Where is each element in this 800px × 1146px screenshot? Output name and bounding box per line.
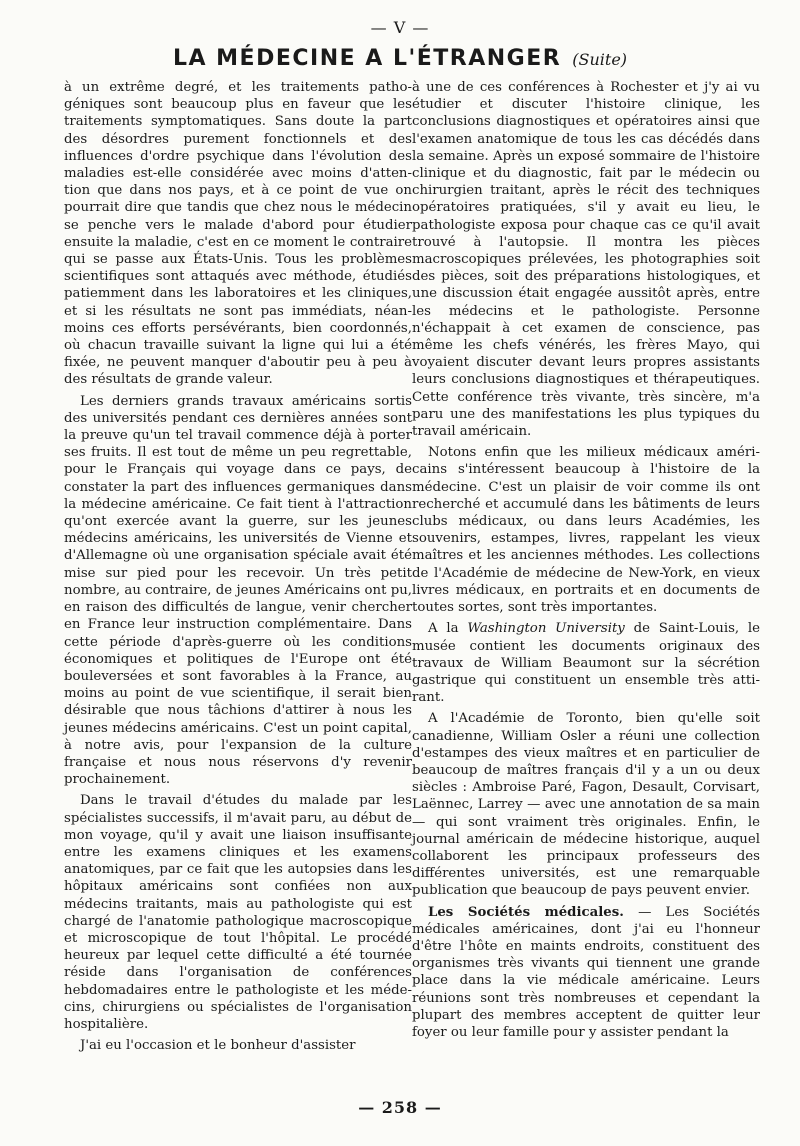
paragraph: à une de ces conférences à Rochester et j'y ai vu étudier et discuter l'histoire clinique, les conclusions diagnostiques et opératoires ainsi que l'examen anatomique de tous les cas décédés dans la semaine. Après un exposé sommaire de l'histoire clinique et du diagnostic, fait par le médecin ou chirurgien traitant, après le récit des techniques opératoires pratiquées, s'il y avait eu lieu, le pathologiste exposa pour chaque cas ce qu'il avait trouvé à l'autopsie. Il montra les pièces macroscopiques prélevées, les photographies soit des pièces, soit des préparations histologiques, et une discussion était engagée aussitôt après, entre les médecins et le pathologiste. Personne n'échappait à cet examen de conscience, pas même les chefs vénérés, les frères Mayo, qui voyaient discuter devant leurs propres assistants leurs conclusions diagnostiques et thérapeutiques. Cette conférence très vivante, très sincère, m'a paru une des manifestations les plus typiques du travail américain. <box>412 80 760 440</box>
page-title-text: LA MÉDECINE A L'ÉTRANGER <box>172 46 562 71</box>
left-column <box>64 79 412 1058</box>
institution-name: Washington University <box>467 621 625 637</box>
paragraph-text: de Saint-Louis, le musée contient les documents originaux des travaux de William Beaumont sur la sécrétion gastrique qui constituent un ensemble très attirant. <box>412 621 760 706</box>
paragraph <box>412 620 760 706</box>
paragraph <box>412 904 760 1042</box>
section-numeral: — V — <box>370 18 430 37</box>
right-column <box>412 79 760 1045</box>
paragraph: Dans le travail d'études du malade par les spécialistes successifs, il m'avait paru, au début de mon voyage, qu'il y avait une liaison insuffisante entre les examens cliniques et les examens anatomiques, par ce fait que les autopsies dans les hôpitaux américains sont confiées non aux médecins traitants, mais au pathologiste qui est chargé de l'anatomie pathologique macroscopique et microscopique de tout l'hôpital. Le procédé heureux par lequel cette difficulté a été tournée réside dans l'organisation de conférences hebdomadaires entre le pathologiste et les médecins, chirurgiens ou spécialistes de l'organisation hospitalière. <box>64 793 412 1032</box>
page-title-suite: (Suite) <box>572 50 628 69</box>
paragraph: Les derniers grands travaux américains sortis des universités pendant ces dernières années sont la preuve qu'un tel travail commence déjà à porter ses fruits. Il est tout de même un peu regrettable, pour le Français qui voyage dans ce pays, de constater la part des influences germaniques dans la médecine américaine. Ce fait tient à l'attraction qu'ont exercée avant la guerre, sur les jeunes médecins américains, les universités de Vienne et d'Allemagne où une organisation spéciale avait été mise sur pied pour les recevoir. Un très petit nombre, au contraire, de jeunes Américains ont pu, en raison des difficultés de langue, venir chercher en France leur instruction complémentaire. Dans cette période d'après-guerre où les conditions économiques et politiques de l'Europe ont été bouleversées et sont favorables à la France, au moins au point de vue scientifique, il serait bien désirable que nous tâchions d'attirer à nous les jeunes médecins américains. C'est un point capital, à notre avis, pour l'expansion de la culture française et nous nous réservons d'y revenir prochainement. <box>64 393 412 788</box>
paragraph: à un extrême degré, et les traitements pathogéniques sont beaucoup plus en faveur que les traitements symptomatiques. Sans doute la part des désordres purement fonctionnels et des influences d'ordre psychique dans l'évolution des maladies est-elle considérée avec moins d'attention que dans nos pays, et à ce point de vue on pourrait dire que tandis que chez nous le médecin se penche vers le malade d'abord pour étudier ensuite la maladie, c'est en ce moment le contraire qui se passe aux États-Unis. Tous les problèmes scientifiques sont attaqués avec méthode, étudiés patiemment dans les laboratoires et les cliniques, et si les résultats ne sont pas immédiats, néanmoins ces efforts persévérants, bien coordonnés, où chacun travaille suivant la ligne qui lui a été fixée, ne peuvent manquer d'aboutir peu à peu à des résultats de grande valeur. <box>64 80 412 388</box>
page-title <box>0 46 800 71</box>
paragraph: Notons enfin que les milieux médicaux américains s'intéressent beaucoup à l'histoire de la médecine. C'est un plaisir de voir comme ils ont recherché et accumulé dans les bâtiments de leurs clubs médicaux, ou dans leurs Académies, les souvenirs, estampes, livres, rappelant les vieux maîtres et les anciennes méthodes. Les collections de l'Académie de médecine de New-York, en vieux livres médicaux, en portraits et en documents de toutes sortes, sont très importantes. <box>412 445 760 616</box>
paragraph-text: A la <box>428 621 459 637</box>
paragraph-text: — Les Sociétés médicales américaines, dont j'ai eu l'honneur d'être l'hôte en maints endroits, constituent des organismes très vivants qui tiennent une grande place dans la vie médicale américaine. Leurs réunions sont très nombreuses et cependant la plupart des membres acceptent de quitter leur foyer ou leur famille pour y assister pendant la <box>412 904 760 1040</box>
section-heading: Les Sociétés médicales. <box>428 904 624 920</box>
paragraph: J'ai eu l'occasion et le bonheur d'assister <box>80 1038 356 1054</box>
paragraph: A l'Académie de Toronto, bien qu'elle soit canadienne, William Osler a réuni une collection d'estampes des vieux maîtres et en particulier de beaucoup de maîtres français d'il y a un ou deux siècles : Ambroise Paré, Fagon, Desault, Corvisart, Laënnec, Larrey — avec une annotation de sa main — qui sont vraiment très originales. Enfin, le journal américain de médecine historique, auquel collaborent les principaux professeurs des différentes universités, est une remarquable publication que beaucoup de pays peuvent envier. <box>412 711 760 899</box>
page-number: — 258 — <box>358 1098 442 1117</box>
